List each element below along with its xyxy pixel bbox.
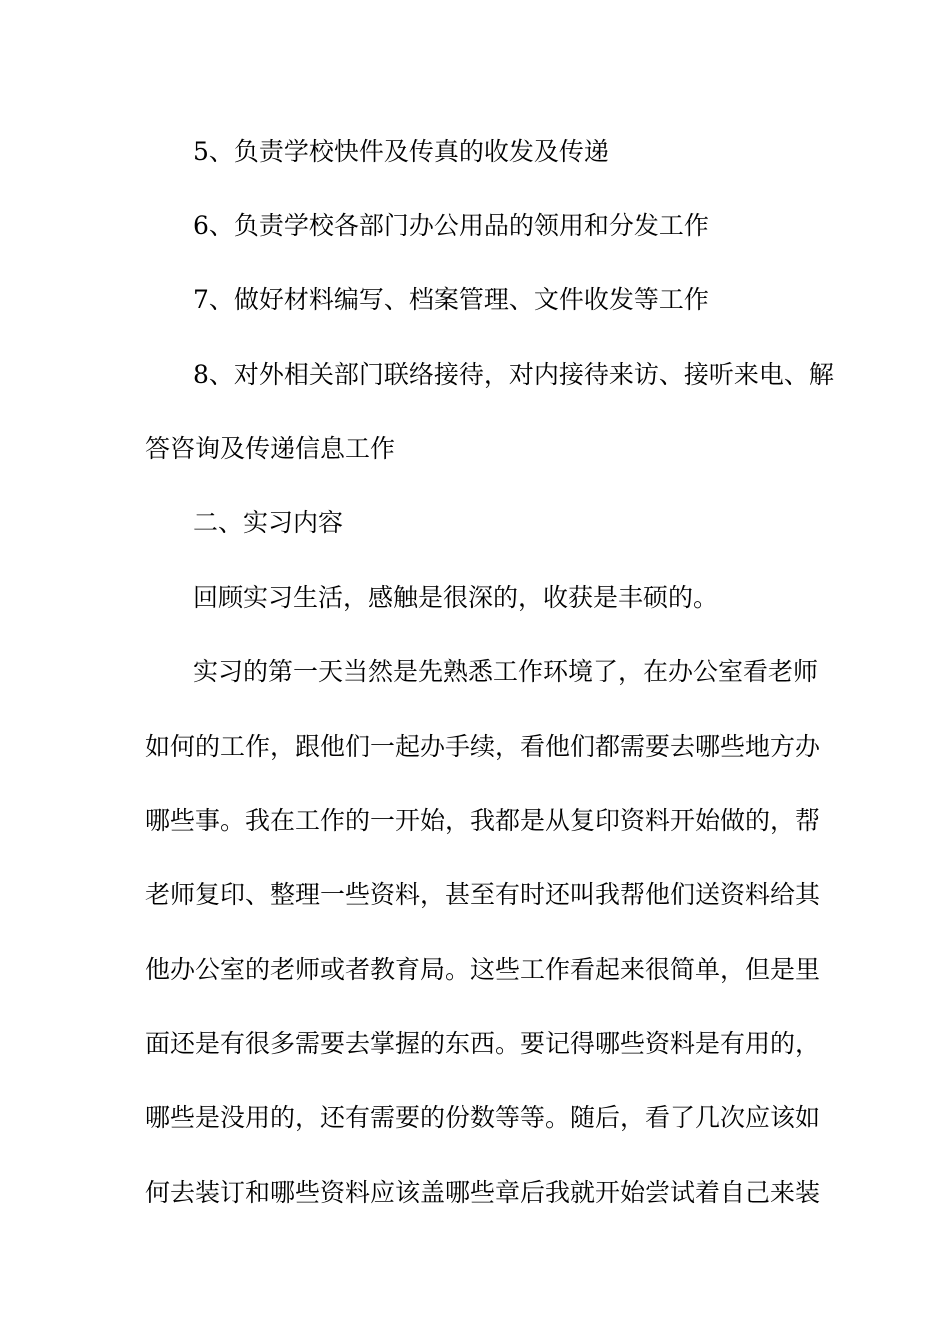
paragraph-text: 实习的第一天当然是先熟悉工作环境了，在办公室看老师 [193,657,819,686]
paragraph-text: 何去装订和哪些资料应该盖哪些章后我就开始尝试着自己来装 [145,1178,821,1207]
list-item-8-continued: 答咨询及传递信息工作 [145,434,396,463]
list-item-6: 6、负责学校各部门办公用品的领用和分发工作 [193,211,709,240]
list-item-7: 7、做好材料编写、档案管理、文件收发等工作 [193,285,709,314]
paragraph-text: 面还是有很多需要去掌握的东西。要记得哪些资料是有用的， [145,1029,821,1058]
paragraph-text: 哪些事。我在工作的一开始，我都是从复印资料开始做的，帮 [145,806,821,835]
paragraph-text: 回顾实习生活，感触是很深的，收获是丰硕的。 [193,583,719,612]
paragraph-text: 老师复印、整理一些资料，甚至有时还叫我帮他们送资料给其 [145,880,821,909]
list-item-5: 5、负责学校快件及传真的收发及传递 [193,137,609,166]
paragraph-text: 哪些是没用的，还有需要的份数等等。随后，看了几次应该如 [145,1103,821,1132]
paragraph-text: 如何的工作，跟他们一起办手续，看他们都需要去哪些地方办 [145,732,821,761]
list-item-8: 8、对外相关部门联络接待，对内接待来访、接听来电、解 [193,360,834,389]
paragraph-text: 他办公室的老师或者教育局。这些工作看起来很简单，但是里 [145,955,821,984]
section-heading: 二、实习内容 [193,508,344,537]
